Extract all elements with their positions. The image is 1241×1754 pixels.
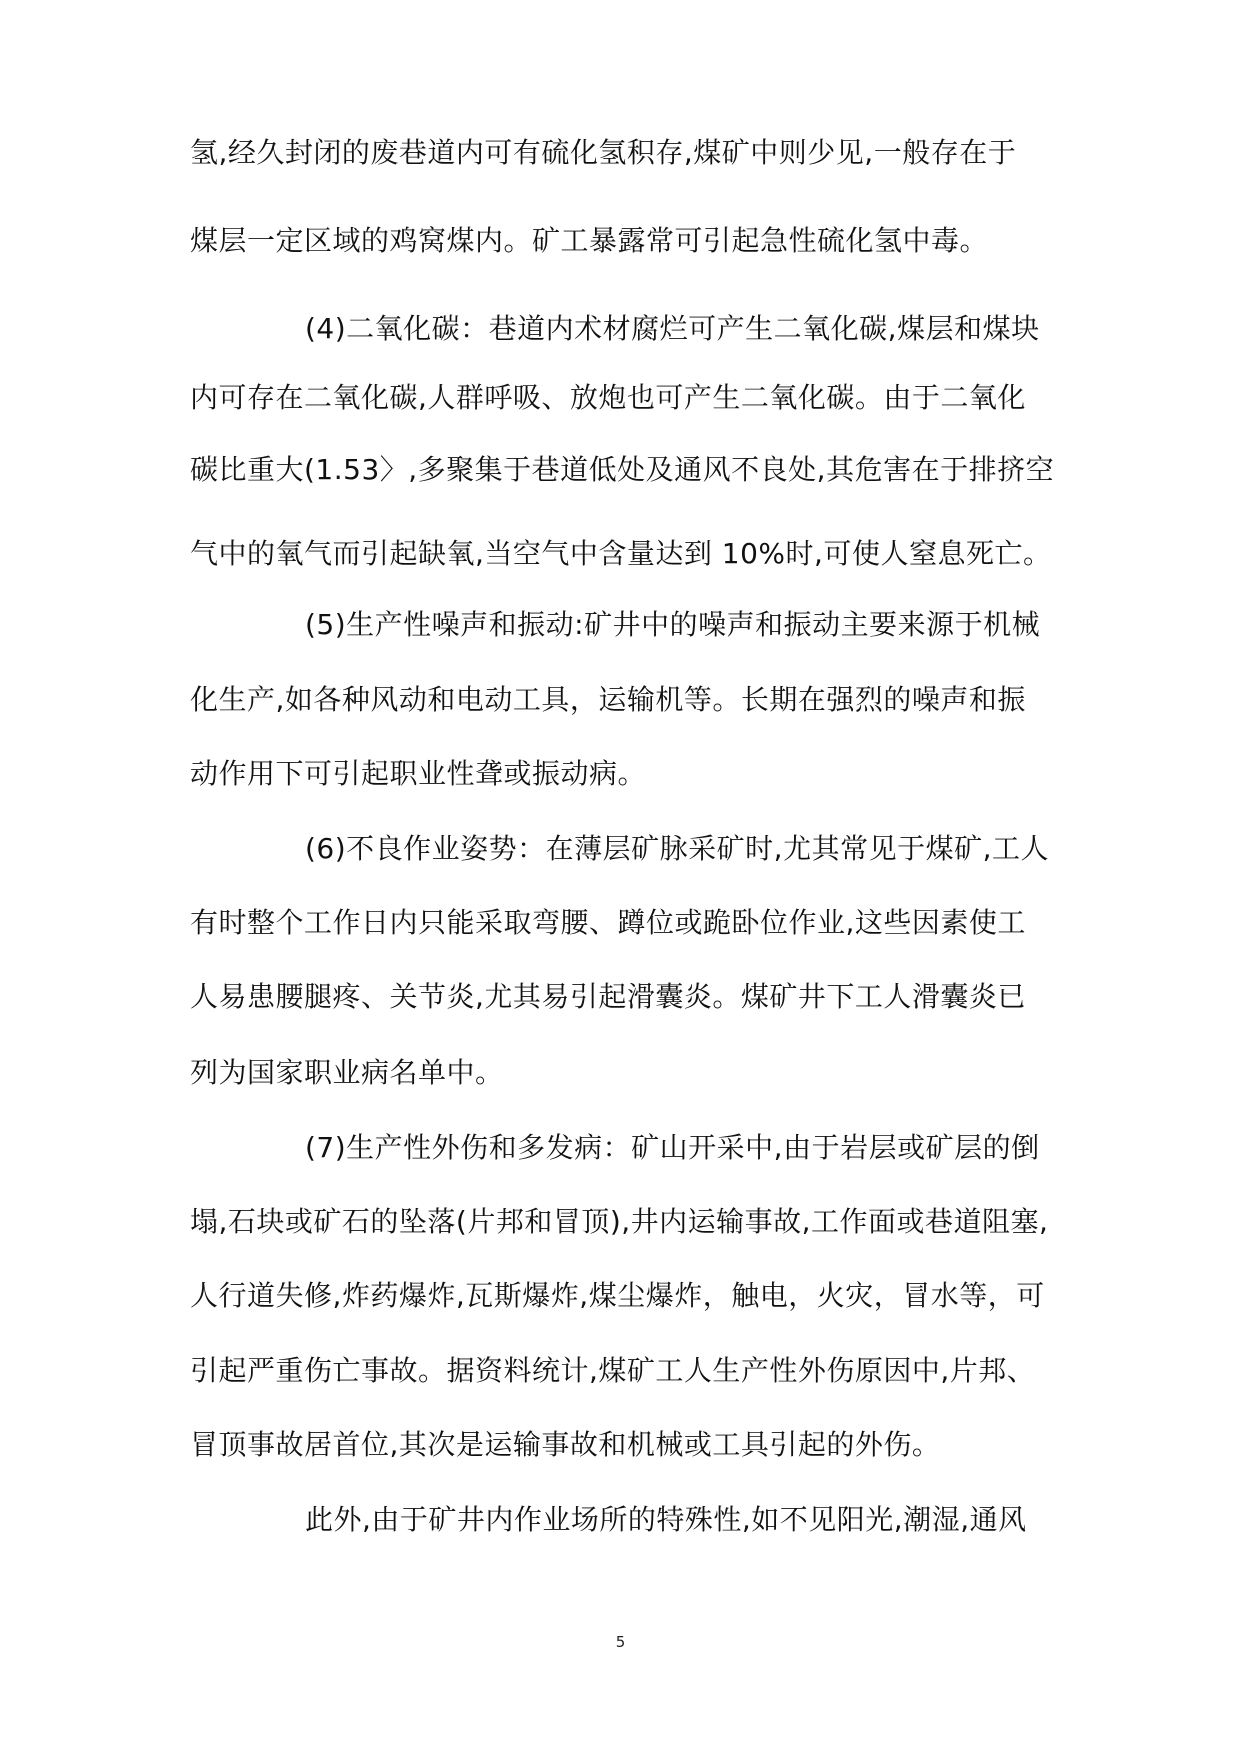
text-line: 此外,由于矿井内作业场所的特殊性,如不见阳光,潮湿,通风 [305, 1503, 1027, 1536]
page-number: 5 [615, 1633, 626, 1651]
text-line: 动作用下可引起职业性聋或振动病。 [190, 757, 647, 790]
text-line: (7)生产性外伤和多发病：矿山开采中,由于岩层或矿层的倒 [305, 1131, 1040, 1164]
text-line: 氢,经久封闭的废巷道内可有硫化氢积存,煤矿中则少见,一般存在于 [190, 136, 1017, 169]
text-line: (5)生产性噪声和振动:矿井中的噪声和振动主要来源于机械 [305, 608, 1041, 641]
text-line: 煤层一定区域的鸡窝煤内。矿工暴露常可引起急性硫化氢中毒。 [190, 224, 989, 257]
text-line: 人行道失修,炸药爆炸,瓦斯爆炸,煤尘爆炸，触电，火灾，冒水等，可 [190, 1279, 1045, 1312]
text-line: 人易患腰腿疼、关节炎,尤其易引起滑囊炎。煤矿井下工人滑囊炎已 [190, 980, 1026, 1013]
text-line: (6)不良作业姿势：在薄层矿脉采矿时,尤其常见于煤矿,工人 [305, 832, 1049, 865]
text-line: 塌,石块或矿石的坠落(片邦和冒顶),井内运输事故,工作面或巷道阻塞, [190, 1205, 1049, 1238]
text-line: (4)二氧化碳：巷道内术材腐烂可产生二氧化碳,煤层和煤块 [305, 312, 1040, 345]
text-line: 引起严重伤亡事故。据资料统计,煤矿工人生产性外伤原因中,片邦、 [190, 1354, 1036, 1387]
text-line: 内可存在二氧化碳,人群呼吸、放炮也可产生二氧化碳。由于二氧化 [190, 381, 1026, 414]
text-line: 冒顶事故居首位,其次是运输事故和机械或工具引起的外伤。 [190, 1428, 941, 1461]
text-line: 碳比重大(1.53〉,多聚集于巷道低处及通风不良处,其危害在于排挤空 [190, 453, 1055, 486]
text-line: 有时整个工作日内只能采取弯腰、蹲位或跪卧位作业,这些因素使工 [190, 906, 1026, 939]
text-line: 列为国家职业病名单中。 [190, 1056, 504, 1089]
text-line: 化生产,如各种风动和电动工具，运输机等。长期在强烈的噪声和振 [190, 683, 1026, 716]
text-line: 气中的氧气而引起缺氧,当空气中含量达到 10%时,可使人窒息死亡。 [190, 537, 1052, 570]
